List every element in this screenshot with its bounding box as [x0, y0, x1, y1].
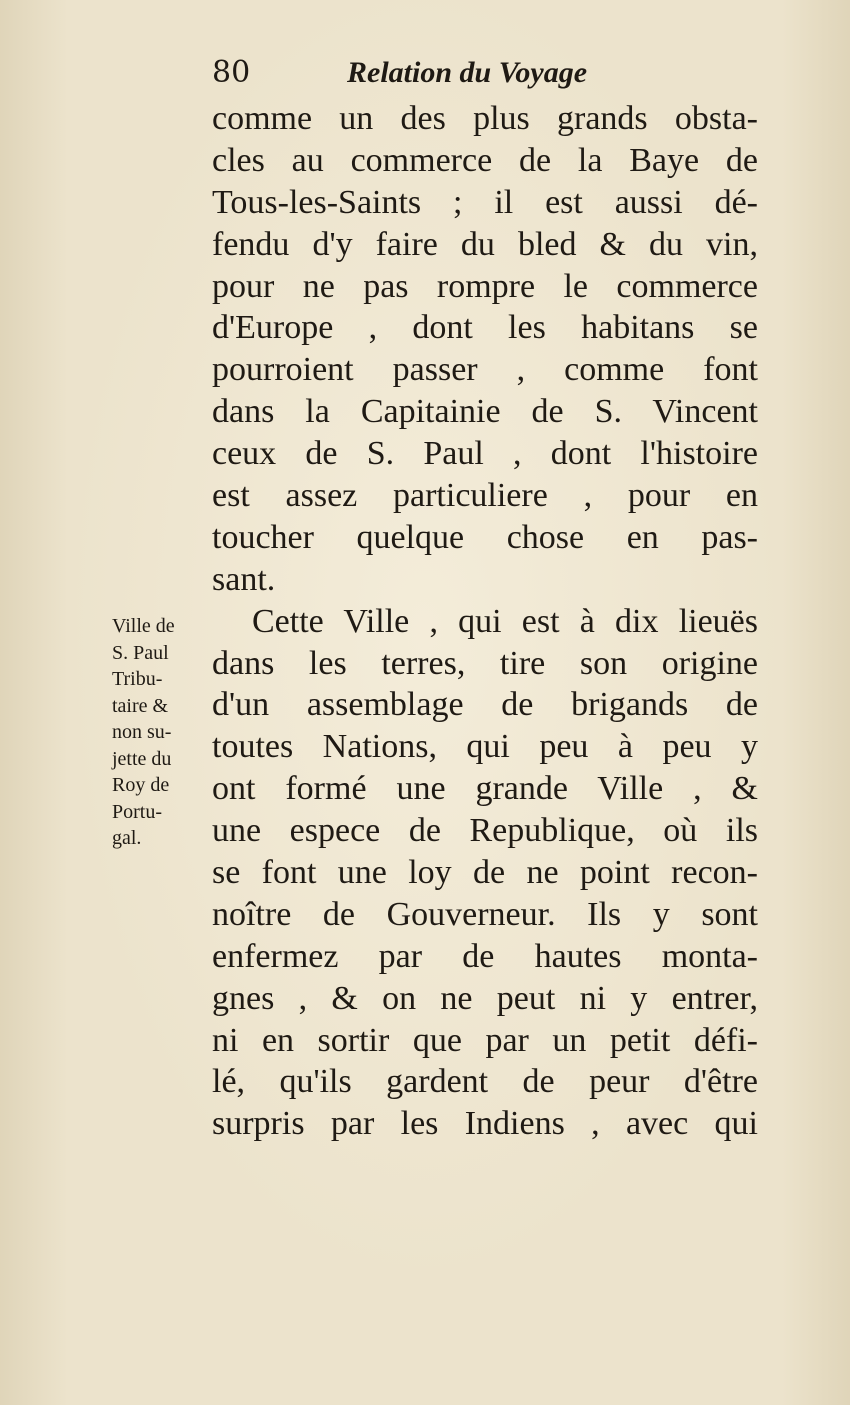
margin-note-line: Ville de: [112, 615, 175, 637]
text-line: une espece de Republique, où ils: [212, 812, 758, 850]
margin-note-line: gal.: [112, 827, 142, 849]
margin-note-line: taire &: [112, 694, 169, 717]
text-line: noître de Gouverneur. Ils y sont: [212, 895, 758, 933]
page-header: [212, 52, 632, 96]
margin-note-line: Portu-: [112, 800, 162, 823]
text-line: pour ne pas rompre le commerce: [212, 267, 758, 305]
margin-note-line: jette du: [112, 747, 172, 770]
text-line: surpris par les Indiens , avec qui: [212, 1105, 758, 1143]
text-line: ni en sortir que par un petit défi-: [212, 1021, 758, 1059]
text-line: toutes Nations, qui peu à peu y: [212, 728, 758, 766]
running-title: Relation du Voyage: [347, 56, 588, 89]
text-line: sant.: [212, 560, 276, 598]
text-line: gnes , & on ne peut ni y entrer,: [212, 979, 758, 1017]
margin-note: [112, 613, 208, 852]
text-line: toucher quelque chose en pas-: [212, 518, 758, 556]
text-line: d'un assemblage de brigands de: [212, 686, 758, 724]
text-line: ont formé une grande Ville , &: [212, 770, 758, 808]
body-text: [212, 98, 758, 1145]
text-line: cles au commerce de la Baye de: [212, 141, 758, 179]
text-line: enfermez par de hautes monta-: [212, 937, 758, 975]
text-line: fendu d'y faire du bled & du vin,: [212, 225, 758, 263]
text-line: dans les terres, tire son origine: [212, 644, 758, 682]
paragraph-start-line: Cette Ville , qui est à dix lieuës: [252, 602, 758, 640]
text-line: ceux de S. Paul , dont l'histoire: [212, 435, 758, 473]
margin-note-line: non su-: [112, 721, 172, 743]
text-line: pourroient passer , comme font: [212, 351, 758, 389]
text-line: d'Europe , dont les habitans se: [212, 309, 758, 347]
margin-note-line: S. Paul: [112, 641, 169, 664]
text-line: dans la Capitainie de S. Vincent: [212, 393, 758, 431]
text-line: Tous-les-Saints ; il est aussi dé-: [212, 183, 758, 221]
margin-note-line: Tribu-: [112, 668, 163, 690]
text-line: est assez particuliere , pour en: [212, 477, 758, 515]
text-line: lé, qu'ils gardent de peur d'être: [212, 1063, 758, 1101]
text-line: comme un des plus grands obsta-: [212, 100, 758, 137]
margin-note-line: Roy de: [112, 774, 170, 796]
text-line: se font une loy de ne point recon-: [212, 854, 758, 892]
page-number: 80: [212, 55, 251, 90]
